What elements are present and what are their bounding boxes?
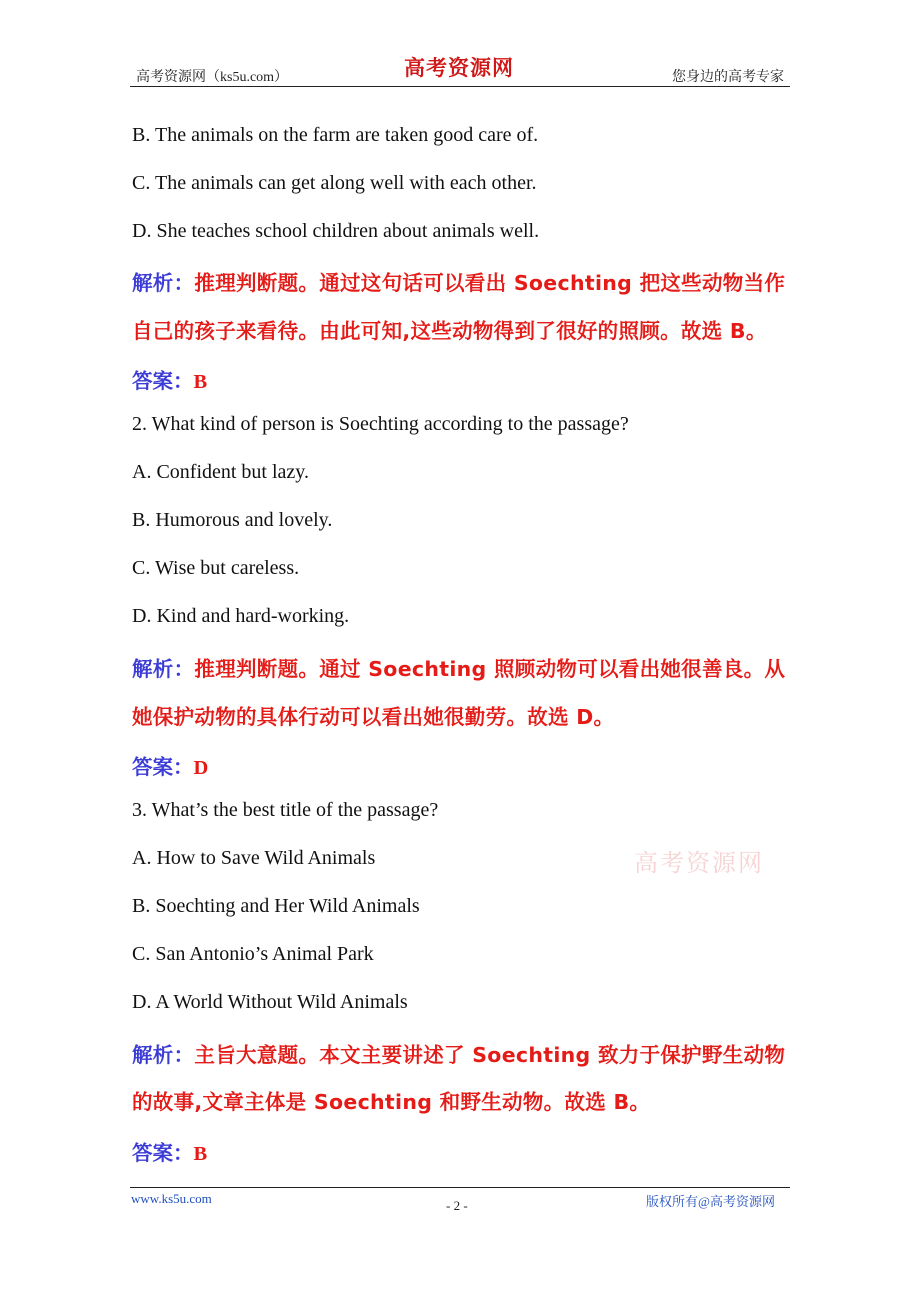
q2-option-c: C. Wise but careless. xyxy=(132,557,300,579)
page-number: - 2 - xyxy=(446,1198,468,1213)
q3-analysis-text-1: 主旨大意题。本文主要讲述了 Soechting 致力于保护野生动物 xyxy=(194,1043,786,1067)
q1-answer xyxy=(132,364,207,394)
q1-option-d: D. She teaches school children about animals well. xyxy=(132,220,540,242)
q3-analysis xyxy=(132,1038,785,1068)
footer-site-link[interactable]: www.ks5u.com xyxy=(131,1191,212,1206)
q3-question: 3. What’s the best title of the passage? xyxy=(132,799,439,821)
q1-analysis-text-1: 推理判断题。通过这句话可以看出 Soechting 把这些动物当作 xyxy=(194,271,786,295)
q3-option-a: A. How to Save Wild Animals xyxy=(132,847,376,869)
header-site-name: 高考资源网（ks5u.com） xyxy=(136,70,289,85)
watermark: 高考资源网 xyxy=(634,849,764,877)
q3-answer-label: 答案： xyxy=(132,1141,194,1165)
header-divider xyxy=(130,86,790,87)
q3-answer-value: B xyxy=(193,1143,208,1165)
q2-answer xyxy=(132,750,208,780)
q2-analysis-text-2: 她保护动物的具体行动可以看出她很勤劳。故选 D。 xyxy=(132,705,615,729)
q3-option-d: D. A World Without Wild Animals xyxy=(132,991,408,1013)
q3-answer xyxy=(132,1136,207,1166)
q3-analysis-text-2: 的故事,文章主体是 Soechting 和野生动物。故选 B。 xyxy=(132,1090,651,1114)
q3-option-c: C. San Antonio’s Animal Park xyxy=(132,943,374,965)
q1-analysis xyxy=(132,266,785,296)
q2-option-a: A. Confident but lazy. xyxy=(132,461,310,483)
q2-analysis-text-1: 推理判断题。通过 Soechting 照顾动物可以看出她很善良。从 xyxy=(194,657,786,681)
q1-option-c: C. The animals can get along well with each other. xyxy=(132,172,537,194)
q3-option-b: B. Soechting and Her Wild Animals xyxy=(132,895,420,917)
footer-divider xyxy=(130,1187,790,1188)
q1-analysis-text-2: 自己的孩子来看待。由此可知,这些动物得到了很好的照顾。故选 B。 xyxy=(132,319,767,343)
header-tagline: 您身边的高考专家 xyxy=(672,70,784,85)
q1-answer-value: B xyxy=(193,371,208,393)
q3-analysis-label: 解析： xyxy=(132,1043,195,1067)
q1-analysis-label: 解析： xyxy=(132,271,195,295)
footer-copyright: 版权所有@高考资源网 xyxy=(646,1194,775,1209)
header-logo: 高考资源网 xyxy=(404,55,514,80)
q2-question: 2. What kind of person is Soechting according to the passage? xyxy=(132,413,629,435)
q2-option-b: B. Humorous and lovely. xyxy=(132,509,333,531)
q1-answer-label: 答案： xyxy=(132,369,194,393)
q2-analysis-label: 解析： xyxy=(132,657,195,681)
q2-option-d: D. Kind and hard-working. xyxy=(132,605,350,627)
q2-answer-value: D xyxy=(193,757,209,779)
q1-option-b: B. The animals on the farm are taken good care of. xyxy=(132,124,539,146)
q2-answer-label: 答案： xyxy=(132,755,194,779)
q2-analysis xyxy=(132,652,785,682)
